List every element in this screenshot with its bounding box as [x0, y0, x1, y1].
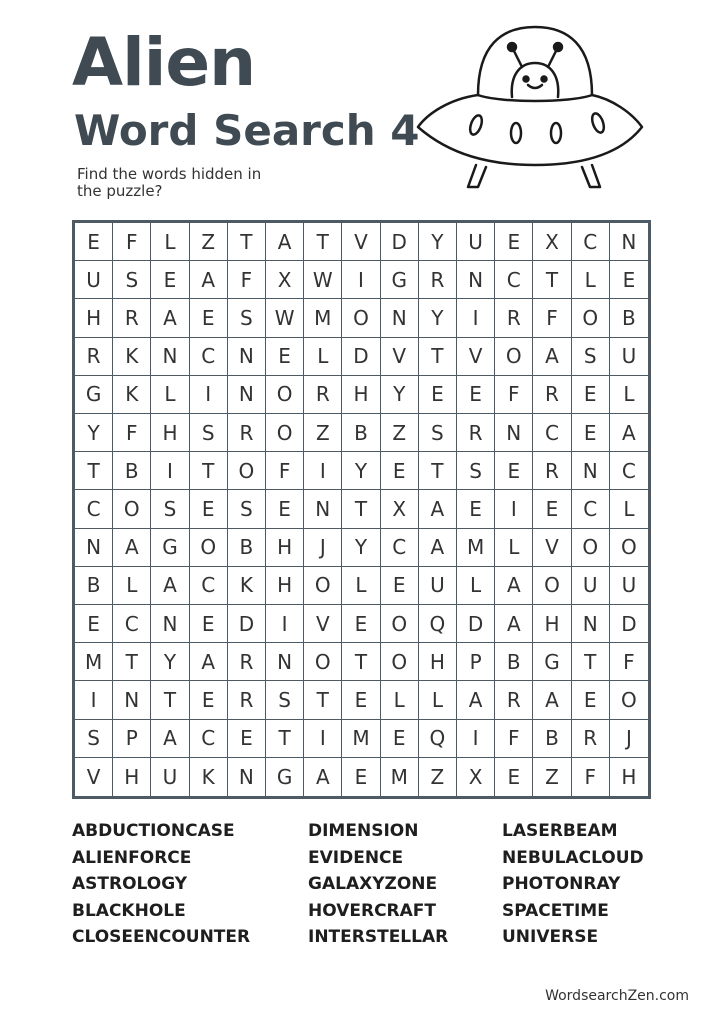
grid-cell: A	[457, 681, 495, 719]
grid-cell: L	[381, 681, 419, 719]
grid-cell: S	[572, 338, 610, 376]
grid-cell: U	[610, 338, 648, 376]
grid-cell: S	[75, 720, 113, 758]
grid-cell: M	[304, 299, 342, 337]
grid-cell: E	[342, 605, 380, 643]
grid-cell: I	[75, 681, 113, 719]
word-item: ASTROLOGY	[72, 874, 188, 894]
grid-cell: A	[190, 643, 228, 681]
grid-cell: R	[304, 376, 342, 414]
grid-cell: Y	[151, 643, 189, 681]
grid-cell: S	[151, 490, 189, 528]
grid-cell: N	[304, 490, 342, 528]
grid-cell: N	[457, 261, 495, 299]
grid-cell: X	[457, 758, 495, 796]
grid-cell: V	[533, 529, 571, 567]
word-item: INTERSTELLAR	[308, 927, 449, 947]
word-item: NEBULACLOUD	[502, 847, 644, 868]
grid-cell: E	[190, 605, 228, 643]
grid-cell: S	[190, 414, 228, 452]
page-title: Alien	[72, 24, 256, 101]
grid-cell: C	[190, 720, 228, 758]
grid-cell: E	[495, 452, 533, 490]
grid-cell: E	[533, 490, 571, 528]
grid-cell: C	[610, 452, 648, 490]
grid-cell: V	[75, 758, 113, 796]
grid-cell: T	[304, 681, 342, 719]
grid-cell: N	[266, 643, 304, 681]
grid-cell: G	[381, 261, 419, 299]
grid-cell: Y	[342, 529, 380, 567]
grid-cell: M	[342, 720, 380, 758]
grid-cell: N	[228, 376, 266, 414]
grid-cell: T	[75, 452, 113, 490]
grid-cell: O	[266, 376, 304, 414]
grid-cell: A	[113, 529, 151, 567]
grid-cell: A	[151, 567, 189, 605]
grid-cell: T	[342, 490, 380, 528]
grid-cell: O	[304, 567, 342, 605]
grid-cell: Z	[419, 758, 457, 796]
grid-cell: I	[342, 261, 380, 299]
grid-cell: Y	[419, 299, 457, 337]
word-list	[72, 818, 672, 958]
grid-cell: H	[113, 758, 151, 796]
grid-cell: D	[457, 605, 495, 643]
grid-cell: S	[113, 261, 151, 299]
grid-cell: I	[304, 720, 342, 758]
grid-cell: E	[151, 261, 189, 299]
grid-cell: O	[228, 452, 266, 490]
grid-cell: O	[304, 643, 342, 681]
grid-cell: O	[495, 338, 533, 376]
grid-cell: I	[190, 376, 228, 414]
grid-cell: L	[572, 261, 610, 299]
grid-cell: A	[419, 529, 457, 567]
grid-cell: R	[228, 414, 266, 452]
grid-cell: T	[190, 452, 228, 490]
grid-cell: A	[495, 605, 533, 643]
grid-cell: G	[266, 758, 304, 796]
grid-cell: F	[495, 720, 533, 758]
grid-cell: L	[457, 567, 495, 605]
grid-cell: R	[228, 681, 266, 719]
grid-cell: N	[572, 605, 610, 643]
grid-cell: H	[533, 605, 571, 643]
grid-cell: E	[342, 758, 380, 796]
grid-cell: W	[304, 261, 342, 299]
grid-cell: R	[113, 299, 151, 337]
grid-cell: T	[113, 643, 151, 681]
grid-cell: E	[381, 720, 419, 758]
grid-cell: R	[457, 414, 495, 452]
grid-cell: J	[304, 529, 342, 567]
word-search-grid	[72, 220, 651, 799]
word-item: SPACETIME	[502, 900, 609, 921]
grid-cell: C	[113, 605, 151, 643]
grid-cell: P	[113, 720, 151, 758]
word-item: BLACKHOLE	[72, 900, 186, 921]
grid-cell: T	[419, 452, 457, 490]
grid-cell: A	[304, 758, 342, 796]
grid-cell: R	[495, 681, 533, 719]
word-item: DIMENSION	[308, 821, 419, 841]
grid-cell: Z	[381, 414, 419, 452]
grid-cell: C	[381, 529, 419, 567]
grid-cell: B	[610, 299, 648, 337]
grid-cell: P	[457, 643, 495, 681]
word-item: GALAXYZONE	[308, 874, 438, 894]
grid-cell: Q	[419, 605, 457, 643]
grid-cell: O	[572, 299, 610, 337]
grid-cell: O	[572, 529, 610, 567]
grid-cell: T	[419, 338, 457, 376]
word-column-1	[72, 818, 250, 951]
grid-cell: Y	[342, 452, 380, 490]
grid-cell: V	[304, 605, 342, 643]
word-item: EVIDENCE	[308, 847, 404, 868]
grid-cell: A	[190, 261, 228, 299]
grid-cell: N	[151, 605, 189, 643]
grid-cell: A	[151, 299, 189, 337]
grid-cell: T	[572, 643, 610, 681]
grid-cell: C	[572, 490, 610, 528]
grid-cell: D	[228, 605, 266, 643]
grid-cell: X	[266, 261, 304, 299]
grid-cell: G	[533, 643, 571, 681]
grid-cell: H	[342, 376, 380, 414]
grid-cell: M	[381, 758, 419, 796]
grid-cell: H	[266, 529, 304, 567]
grid-cell: F	[266, 452, 304, 490]
grid-cell: I	[266, 605, 304, 643]
grid-cell: O	[610, 681, 648, 719]
grid-cell: L	[113, 567, 151, 605]
grid-cell: F	[113, 414, 151, 452]
grid-cell: L	[495, 529, 533, 567]
grid-cell: A	[495, 567, 533, 605]
grid-cell: O	[342, 299, 380, 337]
grid-cell: B	[113, 452, 151, 490]
grid-cell: C	[75, 490, 113, 528]
grid-cell: N	[113, 681, 151, 719]
grid-cell: B	[75, 567, 113, 605]
grid-cell: E	[190, 490, 228, 528]
grid-cell: K	[113, 376, 151, 414]
word-column-2	[308, 818, 448, 951]
grid-cell: I	[457, 720, 495, 758]
grid-cell: R	[533, 376, 571, 414]
grid-cell: N	[610, 223, 648, 261]
grid-cell: C	[495, 261, 533, 299]
grid-cell: H	[419, 643, 457, 681]
grid-cell: N	[381, 299, 419, 337]
grid-cell: E	[572, 376, 610, 414]
grid-cell: O	[381, 643, 419, 681]
grid-cell: O	[266, 414, 304, 452]
grid-cell: I	[495, 490, 533, 528]
grid-cell: E	[266, 338, 304, 376]
grid-cell: N	[572, 452, 610, 490]
grid-cell: O	[533, 567, 571, 605]
grid-cell: E	[381, 452, 419, 490]
word-item: UNIVERSE	[502, 927, 599, 947]
grid-cell: T	[342, 643, 380, 681]
grid-cell: L	[610, 490, 648, 528]
grid-cell: I	[151, 452, 189, 490]
grid-cell: L	[419, 681, 457, 719]
grid-cell: R	[572, 720, 610, 758]
grid-cell: V	[457, 338, 495, 376]
grid-cell: E	[342, 681, 380, 719]
grid-cell: X	[533, 223, 571, 261]
word-item: CLOSEENCOUNTER	[72, 927, 251, 947]
grid-cell: K	[190, 758, 228, 796]
grid-cell: R	[419, 261, 457, 299]
grid-cell: E	[572, 681, 610, 719]
grid-cell: F	[572, 758, 610, 796]
grid-cell: E	[495, 223, 533, 261]
grid-cell: N	[228, 758, 266, 796]
grid-cell: S	[419, 414, 457, 452]
grid-cell: L	[151, 376, 189, 414]
word-item: PHOTONRAY	[502, 874, 621, 894]
grid-cell: N	[151, 338, 189, 376]
grid-cell: S	[457, 452, 495, 490]
grid-cell: G	[151, 529, 189, 567]
grid-cell: S	[228, 299, 266, 337]
grid-cell: N	[75, 529, 113, 567]
page-subtitle: Word Search 4	[74, 106, 420, 155]
grid-cell: N	[228, 338, 266, 376]
grid-cell: G	[75, 376, 113, 414]
grid-cell: D	[610, 605, 648, 643]
grid-cell: S	[228, 490, 266, 528]
grid-cell: E	[75, 223, 113, 261]
grid-cell: B	[342, 414, 380, 452]
grid-cell: E	[495, 758, 533, 796]
grid-cell: E	[610, 261, 648, 299]
grid-cell: C	[533, 414, 571, 452]
grid-cell: B	[495, 643, 533, 681]
grid-cell: E	[419, 376, 457, 414]
grid-cell: M	[457, 529, 495, 567]
grid-cell: U	[75, 261, 113, 299]
grid-cell: N	[495, 414, 533, 452]
grid-cell: D	[381, 223, 419, 261]
word-item: HOVERCRAFT	[308, 900, 437, 921]
grid-cell: C	[190, 338, 228, 376]
grid-cell: E	[228, 720, 266, 758]
grid-cell: O	[190, 529, 228, 567]
grid-cell: T	[151, 681, 189, 719]
grid-cell: R	[228, 643, 266, 681]
grid-cell: B	[228, 529, 266, 567]
grid-cell: V	[342, 223, 380, 261]
grid-cell: T	[266, 720, 304, 758]
ufo-alien-icon	[410, 15, 650, 195]
grid-cell: E	[190, 299, 228, 337]
grid-cell: Y	[75, 414, 113, 452]
grid-cell: A	[533, 338, 571, 376]
grid-cell: Z	[533, 758, 571, 796]
grid-cell: V	[381, 338, 419, 376]
grid-cell: Y	[381, 376, 419, 414]
grid-cell: U	[457, 223, 495, 261]
grid-cell: I	[457, 299, 495, 337]
grid-cell: D	[342, 338, 380, 376]
grid-cell: O	[113, 490, 151, 528]
grid-cell: A	[533, 681, 571, 719]
grid-cell: R	[75, 338, 113, 376]
grid-cell: F	[610, 643, 648, 681]
grid-cell: U	[419, 567, 457, 605]
grid-cell: E	[266, 490, 304, 528]
grid-cell: H	[266, 567, 304, 605]
grid-cell: H	[621, 764, 637, 789]
grid-cell: X	[381, 490, 419, 528]
grid-cell: U	[610, 567, 648, 605]
grid-cell: W	[266, 299, 304, 337]
grid-cell: T	[304, 223, 342, 261]
grid-cell: L	[342, 567, 380, 605]
grid-cell: F	[533, 299, 571, 337]
grid-cell: C	[190, 567, 228, 605]
word-item: ABDUCTIONCASE	[72, 821, 235, 841]
grid-cell: L	[304, 338, 342, 376]
grid-cell: H	[151, 414, 189, 452]
grid-cell: O	[610, 529, 648, 567]
grid-cell: K	[228, 567, 266, 605]
grid-cell: E	[457, 490, 495, 528]
grid-cell: J	[610, 720, 648, 758]
grid-cell: I	[304, 452, 342, 490]
grid-cell: A	[419, 490, 457, 528]
grid-cell: Z	[190, 223, 228, 261]
grid-cell: L	[610, 376, 648, 414]
site-credit: WordsearchZen.com	[545, 988, 689, 1004]
grid-cell: B	[533, 720, 571, 758]
grid-cell: K	[113, 338, 151, 376]
word-column-3	[502, 818, 644, 951]
instructions-text: Find the words hidden in the puzzle?	[77, 165, 262, 200]
grid-cell: C	[572, 223, 610, 261]
grid-cell: S	[266, 681, 304, 719]
grid-cell: F	[228, 261, 266, 299]
grid-cell: E	[572, 414, 610, 452]
grid-cell: Q	[419, 720, 457, 758]
grid-cell: U	[151, 758, 189, 796]
grid-cell: M	[75, 643, 113, 681]
grid-cell: Z	[304, 414, 342, 452]
grid-cell: H	[75, 299, 113, 337]
grid-cell: E	[75, 605, 113, 643]
word-item: LASERBEAM	[502, 821, 618, 841]
grid-cell: T	[533, 261, 571, 299]
word-item: ALIENFORCE	[72, 847, 192, 868]
grid-cell: O	[381, 605, 419, 643]
grid-cell: A	[151, 720, 189, 758]
grid-cell: E	[381, 567, 419, 605]
grid-cell: R	[533, 452, 571, 490]
grid-cell: A	[266, 223, 304, 261]
grid-cell: E	[190, 681, 228, 719]
grid-cell: E	[457, 376, 495, 414]
grid-cell: Y	[419, 223, 457, 261]
grid-cell: F	[495, 376, 533, 414]
grid-cell: U	[572, 567, 610, 605]
grid-cell: L	[151, 223, 189, 261]
grid-cell: T	[228, 223, 266, 261]
grid-cell: A	[610, 414, 648, 452]
grid-cell: R	[495, 299, 533, 337]
grid-cell: F	[113, 223, 151, 261]
